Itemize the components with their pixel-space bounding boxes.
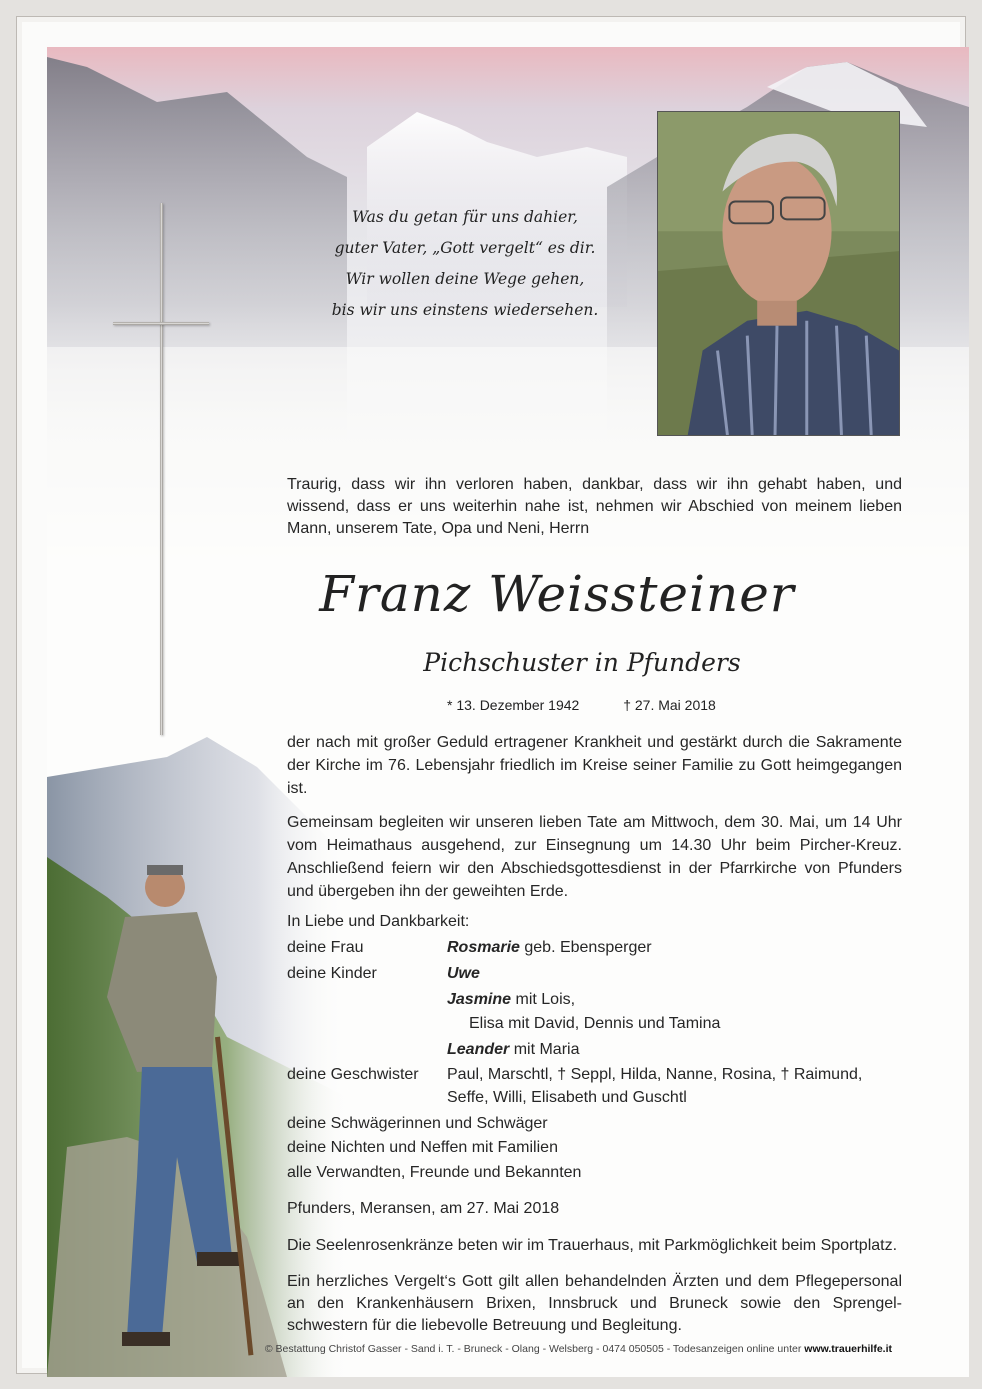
family-name: Jasmine	[447, 991, 512, 1008]
cross-vertical	[160, 203, 163, 735]
family-label: deine Geschwister	[287, 1066, 419, 1083]
relatives-line: alle Verwandten, Freunde und Bekannten	[287, 1164, 582, 1181]
family-value	[447, 1039, 579, 1061]
family-name: Leander	[447, 1041, 510, 1058]
thanks-text: Ein herzliches Vergelt‘s Gott gilt allen behandelnden Ärzten und dem Pflegepersonal an den Krankenhäusern Brixen, Innsbruck und Bruneck sowie den Sprengel-schwestern für die liebevolle Betreuung und Begleitung.	[287, 1273, 902, 1334]
footer-link[interactable]: www.trauerhilfe.it	[804, 1343, 892, 1355]
family-label: deine Frau	[287, 939, 364, 956]
poem-line: Was du getan für uns dahier,	[352, 208, 578, 226]
family-rest: mit Lois,	[511, 991, 576, 1008]
family-name: Rosmarie	[447, 939, 520, 956]
family-rest: mit Maria	[509, 1041, 580, 1058]
intro-text: Traurig, dass wir ihn verloren haben, dankbar, dass wir ihn gehabt haben, und wissend, dass er uns weiterhin nahe ist, nehmen wir Abschied von meinem lieben Mann, unserem Tate, Opa und Neni, Herrn	[287, 476, 902, 537]
paragraph-funeral: Gemeinsam begleiten wir unseren lieben Tate am Mittwoch, dem 30. Mai, um 14 Uhr vom Heimathaus ausgehend, zur Einsegnung um 14.30 Uhr beim Pircher-Kreuz. Anschließend feiern wir den Abschiedsgottesdienst in der Pfarrkirche von Pfunders und übergeben ihn der geweihten Erde.	[287, 814, 902, 900]
deceased-subtitle: Pichschuster in Pfunders	[423, 648, 741, 677]
footer-text: © Bestattung Christof Gasser - Sand i. T. - Bruneck - Olang - Welsberg - 0474 050505 - Todesanzeigen online unter	[264, 1343, 805, 1355]
life-dates	[447, 697, 716, 713]
card-frame	[16, 16, 966, 1374]
poem-line: Wir wollen deine Wege gehen,	[345, 270, 585, 288]
death-date: † 27. Mai 2018	[623, 697, 716, 713]
family-value: Seffe, Willi, Elisabeth und Guschtl	[447, 1089, 687, 1106]
cross-horizontal	[113, 322, 209, 325]
birth-date: * 13. Dezember 1942	[447, 697, 580, 713]
family-value	[447, 963, 480, 985]
family-value: Paul, Marschtl, † Seppl, Hilda, Nanne, Rosina, † Raimund,	[447, 1066, 863, 1083]
family-value	[447, 989, 575, 1011]
relatives-line: deine Nichten und Neffen mit Familien	[287, 1139, 558, 1156]
relatives-line: deine Schwägerinnen und Schwäger	[287, 1115, 548, 1132]
poem	[315, 202, 615, 326]
in-love-heading: In Liebe und Dankbarkeit:	[287, 913, 470, 930]
family-rest: geb. Ebensperger	[519, 939, 652, 956]
family-label: deine Kinder	[287, 965, 377, 982]
footer	[240, 1343, 892, 1355]
family-value	[447, 937, 652, 959]
poem-line: bis wir uns einstens wiedersehen.	[331, 301, 599, 319]
paragraph-passing: der nach mit großer Geduld ertragener Krankheit und gestärkt durch die Sakramente der Kirche im 76. Lebensjahr friedlich im Kreise seiner Familie zu Gott heimgegangen ist.	[287, 734, 902, 797]
deceased-name: Franz Weissteiner	[319, 565, 795, 623]
place-date: Pfunders, Meransen, am 27. Mai 2018	[287, 1200, 560, 1217]
poem-line: guter Vater, „Gott vergelt“ es dir.	[334, 239, 596, 257]
portrait-photo	[657, 111, 900, 436]
family-value: Elisa mit David, Dennis und Tamina	[469, 1015, 721, 1032]
family-name: Uwe	[447, 965, 480, 982]
rosary-text: Die Seelenrosenkränze beten wir im Trauerhaus, mit Parkmöglichkeit beim Sportplatz.	[287, 1237, 898, 1254]
card-inner	[47, 47, 969, 1377]
